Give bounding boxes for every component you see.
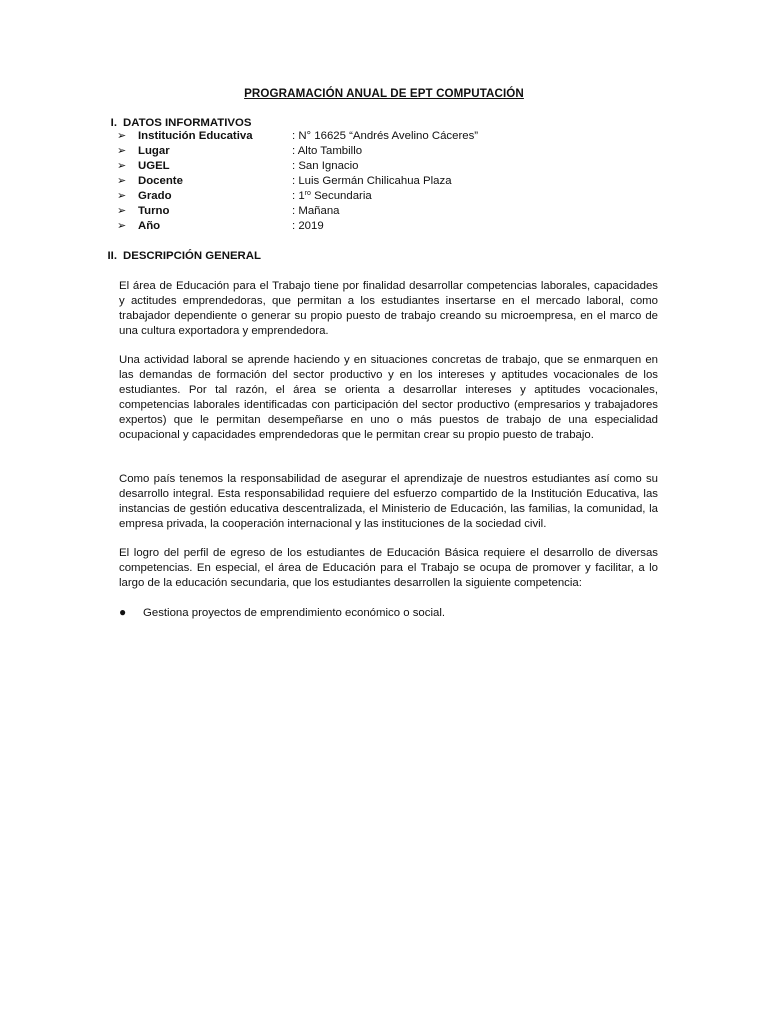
info-value: : Mañana [292,205,340,217]
info-label: Año [138,220,161,232]
arrow-bullet-icon: ➢ [117,190,127,202]
section-1-title: DATOS INFORMATIVOS [123,117,252,129]
info-value: : San Ignacio [292,160,359,172]
dot-bullet-icon: ● [119,605,127,619]
info-label: Lugar [138,145,170,157]
info-row-ugel [117,159,677,174]
arrow-bullet-icon: ➢ [117,145,127,157]
arrow-bullet-icon: ➢ [117,220,127,232]
info-row-docente [117,174,677,189]
info-label: Institución Educativa [138,130,253,142]
info-value: : N° 16625 “Andrés Avelino Cáceres” [292,130,479,142]
info-value [292,189,372,204]
section-2-number: II. [107,250,117,262]
arrow-bullet-icon: ➢ [117,205,127,217]
section-2-title: DESCRIPCIÓN GENERAL [123,250,261,262]
paragraph: Como país tenemos la responsabilidad de asegurar el aprendizaje de nuestros estudiantes así como su desarrollo integral. Esta responsabilidad requiere del esfuerzo compartido de la Institución Educativa, las instancias de gestión educativa descentralizada, el Ministerio de Educación, las familias, la comunidad, la empresa privada, la cooperación internacional y las instituciones de la sociedad civil. [119,473,658,530]
document-title: PROGRAMACIÓN ANUAL DE EPT COMPUTACIÓN [244,87,524,100]
info-row-anio [117,219,677,234]
arrow-bullet-icon: ➢ [117,160,127,172]
info-label: UGEL [138,160,170,172]
grade-level: Secundaria [310,190,372,202]
paragraph: El logro del perfil de egreso de los estudiantes de Educación Básica requiere el desarrollo de diversas competencias. En especial, el área de Educación para el Trabajo se ocupa de promover y facilitar, a lo largo de la educación secundaria, que los estudiantes desarrollen la siguiente competencia: [119,547,658,589]
info-label: Grado [138,190,172,202]
paragraph: Una actividad laboral se aprende haciendo y en situaciones concretas de trabajo, que se enmarquen en las demandas de formación del sector productivo y en los intereses y aptitudes vocacionales de los estudiantes. Por tal razón, el área se orienta a desarrollar intereses y aptitudes vocacionales, competencias laborales identificadas con participación del sector productivo (empresarios y trabajadores expertos) que le permitan desempeñarse en uno o más puestos de trabajo de una especialidad ocupacional y capacidades emprendedoras que le permitan crear su propio puesto de trabajo. [119,354,658,441]
arrow-bullet-icon: ➢ [117,175,127,187]
info-value: : Luis Germán Chilicahua Plaza [292,175,452,187]
info-value: : Alto Tambillo [292,145,363,157]
competency-text: Gestiona proyectos de emprendimiento económico o social. [143,607,446,619]
paragraph: El área de Educación para el Trabajo tiene por finalidad desarrollar competencias laborales, capacidades y actitudes emprendedoras, que permitan a los estudiantes insertarse en el mercado laboral, como trabajador dependiente o generar su propio puesto de trabajo creando su microempresa, en el marco de una cultura exportadora y emprendedora. [119,280,658,337]
grade-value: : 1 [292,190,305,202]
info-list [117,129,677,234]
info-row-turno [117,204,677,219]
info-label: Docente [138,175,183,187]
info-row-institucion [117,129,677,144]
section-1-number: I. [110,117,117,129]
section-2-heading [96,249,261,264]
grade-superscript: ro [304,190,311,197]
info-label: Turno [138,205,170,217]
info-row-grado [117,189,677,204]
info-row-lugar [117,144,677,159]
info-value: : 2019 [292,220,324,232]
arrow-bullet-icon: ➢ [117,130,127,142]
